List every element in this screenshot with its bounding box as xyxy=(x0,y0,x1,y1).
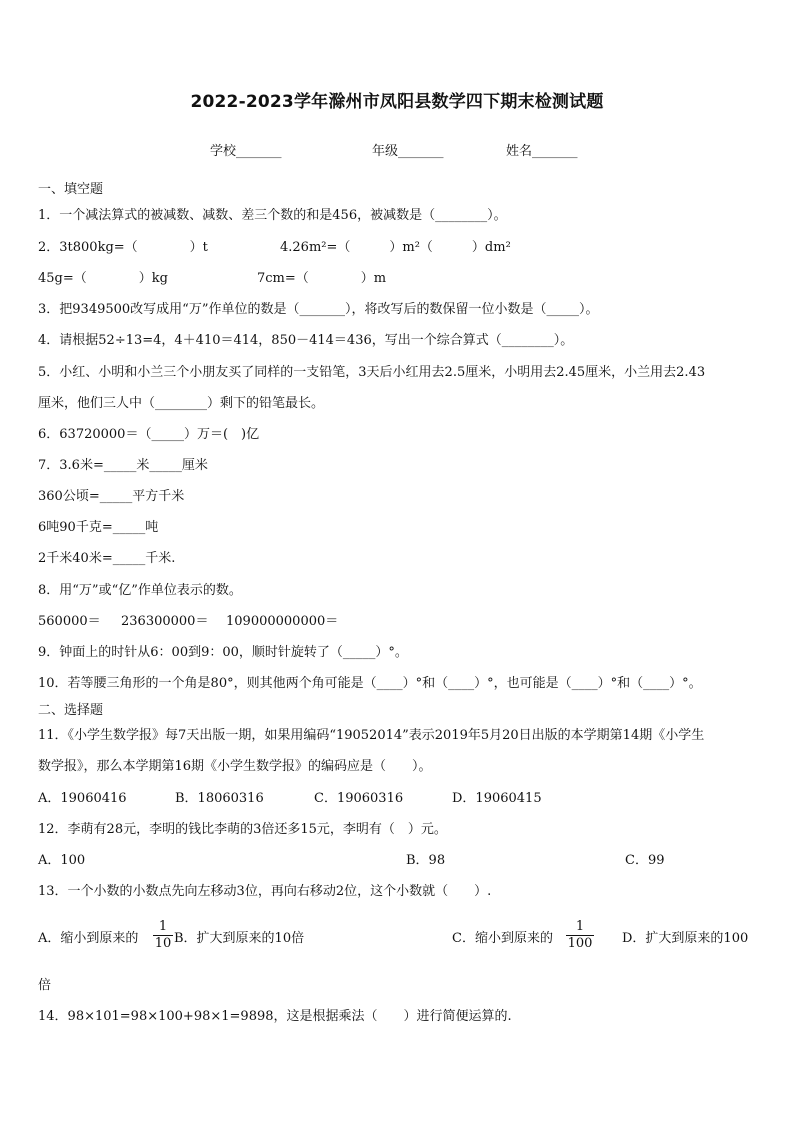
name-field: 姓名_______ xyxy=(506,144,578,159)
question-8-item-a: 560000＝ xyxy=(38,614,101,629)
grade-field: 年级_______ xyxy=(372,144,444,159)
question-8-item-b: 236300000＝ xyxy=(121,614,209,629)
fraction-one-hundredth xyxy=(566,920,594,951)
question-13-option-d[interactable]: D．扩大到原来的100 xyxy=(622,931,749,946)
fraction-denominator: 10 xyxy=(154,936,172,951)
question-4: 4．请根据52÷13=4，4＋410＝414，850－414＝436，写出一个综合算式（________）。 xyxy=(38,333,574,348)
question-8: 8．用“万”或“亿”作单位表示的数。 xyxy=(38,583,242,598)
fraction-one-tenth xyxy=(153,920,173,951)
question-13-option-c[interactable]: C．缩小到原来的 xyxy=(452,931,553,946)
question-11-option-c[interactable]: C．19060316 xyxy=(314,791,404,806)
question-5-line-1: 5．小红、小明和小兰三个小朋友买了同样的一支铅笔，3天后小红用去2.5厘米，小明用去2.45厘米，小兰用去2.43 xyxy=(38,365,706,380)
question-11-option-b[interactable]: B．18060316 xyxy=(175,791,264,806)
question-3: 3．把9349500改写成用“万”作单位的数是（_______），将改写后的数保留一位小数是（_____）。 xyxy=(38,302,599,317)
question-13-option-d-continued: 倍 xyxy=(38,978,52,993)
fraction-numerator: 1 xyxy=(575,919,585,934)
page-title: 2022-2023学年滁州市凤阳县数学四下期末检测试题 xyxy=(190,92,604,112)
question-8-item-c: 109000000000＝ xyxy=(226,614,339,629)
school-field: 学校_______ xyxy=(210,144,282,159)
fraction-denominator: 100 xyxy=(567,936,593,951)
question-11-option-a[interactable]: A．19060416 xyxy=(38,791,127,806)
question-11-line-2: 数学报》，那么本学期第16期《小学生数学报》的编码应是（ ）。 xyxy=(38,759,432,774)
question-7-part-d: 2千米40米=_____千米. xyxy=(38,551,176,566)
question-2-part-a: 2．3t800kg=（ ）t xyxy=(38,240,208,255)
question-13-option-b[interactable]: B．扩大到原来的10倍 xyxy=(174,931,305,946)
question-7-part-a: 7．3.6米=_____米_____厘米 xyxy=(38,458,208,473)
question-13-option-a[interactable]: A．缩小到原来的 xyxy=(38,931,139,946)
question-7-part-b: 360公顷=_____平方千米 xyxy=(38,489,185,504)
question-14: 14．98×101=98×100+98×1=9898，这是根据乘法（ ）进行简便运算的. xyxy=(38,1009,512,1024)
question-5-line-2: 厘米，他们三人中（________）剩下的铅笔最长。 xyxy=(38,396,325,411)
question-12-option-c[interactable]: C．99 xyxy=(625,853,665,868)
question-2-part-b: 4.26m²=（ ）m²（ ）dm² xyxy=(280,240,511,255)
question-6: 6．63720000＝（_____）万＝( )亿 xyxy=(38,427,260,442)
question-11-line-1: 11．《小学生数学报》每7天出版一期，如果用编码“19052014”表示2019年5月20日出版的本学期第14期《小学生 xyxy=(38,728,705,743)
question-12-option-b[interactable]: B．98 xyxy=(406,853,446,868)
question-7-part-c: 6吨90千克=_____吨 xyxy=(38,520,159,535)
question-2-part-c: 45g=（ ）kg xyxy=(38,271,168,286)
question-1: 1．一个减法算式的被减数、减数、差三个数的和是456，被减数是（________）。 xyxy=(38,208,507,223)
question-13: 13．一个小数的小数点先向左移动3位，再向右移动2位，这个小数就（ ）. xyxy=(38,884,492,899)
section-choice: 二、选择题 xyxy=(38,703,104,718)
question-10: 10．若等腰三角形的一个角是80°，则其他两个角可能是（____）°和（____）°，也可能是（____）°和（____）°。 xyxy=(38,676,702,691)
question-12: 12．李萌有28元，李明的钱比李萌的3倍还多15元，李明有（ ）元。 xyxy=(38,822,447,837)
section-fill-in: 一、填空题 xyxy=(38,182,104,197)
question-2-part-d: 7cm=（ ）m xyxy=(257,271,387,286)
question-11-option-d[interactable]: D．19060415 xyxy=(452,791,542,806)
question-12-option-a[interactable]: A．100 xyxy=(38,853,86,868)
fraction-numerator: 1 xyxy=(158,919,168,934)
question-9: 9．钟面上的时针从6：00到9：00，顺时针旋转了（_____）°。 xyxy=(38,645,408,660)
